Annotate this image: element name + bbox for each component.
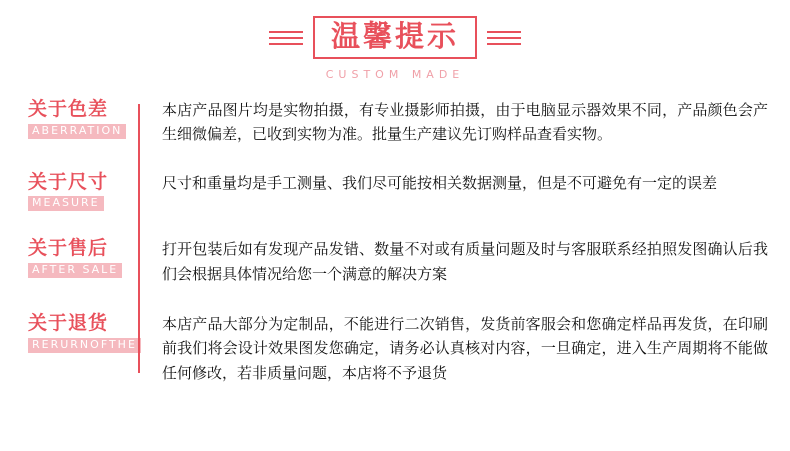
text-cell <box>140 235 768 286</box>
title-box <box>313 16 477 59</box>
section-label-cn: 关于尺寸 <box>28 170 109 193</box>
section-label-en: AFTER SALE <box>28 263 122 278</box>
page-title: 温馨提示 <box>330 19 459 53</box>
text-cell <box>140 310 768 385</box>
tick-line <box>269 37 303 39</box>
section-body-text: 打开包装后如有发现产品发错、数量不对或有质量问题及时与客服联系经拍照发图确认后我们会根据具体情况给您一个满意的解决方案 <box>162 240 768 283</box>
section-label-en: RERURNOFTHE <box>28 338 141 353</box>
text-cell <box>140 96 768 147</box>
text-cell <box>140 169 768 195</box>
section-body-text: 尺寸和重量均是手工测量、我们尽可能按相关数据测量，但是不可避免有一定的误差 <box>162 173 718 192</box>
tick-line <box>487 43 521 45</box>
notice-content <box>0 92 790 385</box>
label-cell <box>28 310 140 353</box>
section-label-en: MEASURE <box>28 196 104 211</box>
tick-line <box>487 37 521 39</box>
right-ticks-decoration <box>477 31 531 45</box>
header-inner <box>259 16 531 81</box>
section-label-cn: 关于退货 <box>28 312 109 335</box>
section-body-text: 本店产品图片均是实物拍摄，有专业摄影师拍摄，由于电脑显示器效果不同，产品颜色会产生细微偏差，已收到实物为准。批量生产建议先订购样品查看实物。 <box>162 101 768 144</box>
section-label-en: ABERRATION <box>28 124 126 139</box>
tick-line <box>269 43 303 45</box>
section-body-text: 本店产品大部分为定制品，不能进行二次销售，发货前客服会和您确定样品再发货，在印刷前我们将会设计效果图发您确定，请务必认真核对内容，一旦确定，进入生产周期将不能做任何修改，若非质量问题，本店将不予退货 <box>162 315 768 382</box>
title-row <box>259 16 531 59</box>
vertical-divider <box>138 104 140 373</box>
section-label-cn: 关于色差 <box>28 98 109 120</box>
label-cell <box>28 96 140 139</box>
tick-line <box>269 31 303 33</box>
page-header <box>0 0 790 92</box>
label-cell <box>28 235 140 278</box>
label-cell <box>28 169 140 212</box>
left-ticks-decoration <box>259 31 313 45</box>
tick-line <box>487 31 521 33</box>
page-subtitle: CUSTOM MADE <box>325 68 465 81</box>
section-label-cn: 关于售后 <box>28 237 109 260</box>
